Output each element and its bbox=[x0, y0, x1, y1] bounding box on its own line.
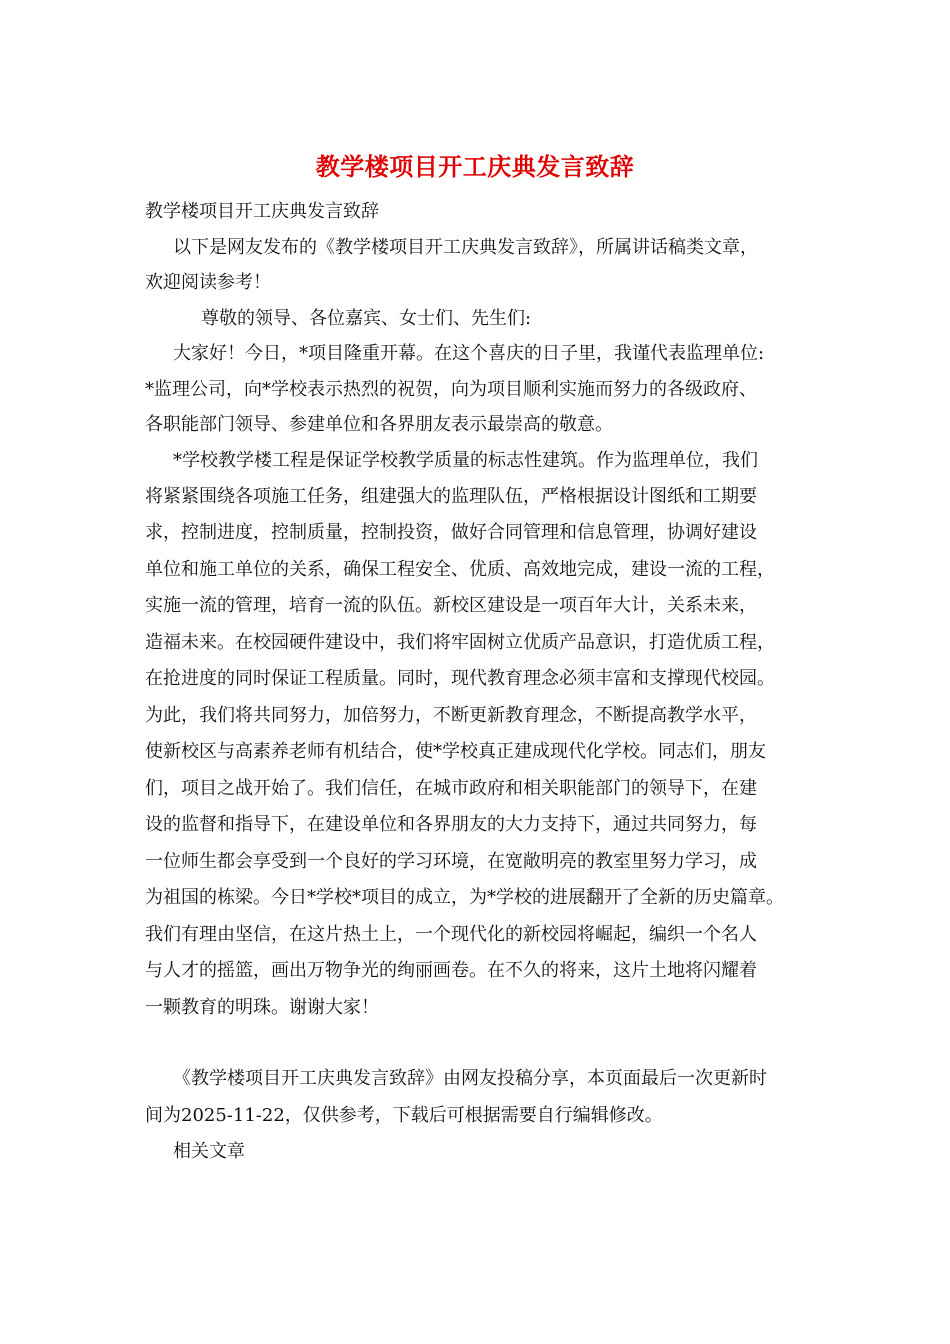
document-subtitle: 教学楼项目开工庆典发言致辞 bbox=[145, 201, 379, 222]
intro-line: 以下是网友发布的《教学楼项目开工庆典发言致辞》，所属讲话稿类文章， bbox=[173, 237, 758, 258]
para1-line: 各职能部门领导、参建单位和各界朋友表示最崇高的敬意。 bbox=[145, 414, 613, 435]
para2-line: 与人才的摇篮，画出万物争光的绚丽画卷。在不久的将来，这片土地将闪耀着 bbox=[145, 960, 757, 981]
salutation: 尊敬的领导、各位嘉宾、女士们、先生们: bbox=[201, 308, 532, 329]
para2-line: 将紧紧围绕各项施工任务，组建强大的监理队伍，严格根据设计图纸和工期要 bbox=[145, 486, 757, 507]
intro-line: 欢迎阅读参考！ bbox=[145, 272, 271, 293]
para1-line: 大家好！今日，*项目隆重开幕。在这个喜庆的日子里，我谨代表监理单位: bbox=[173, 343, 765, 364]
para2-line: 使新校区与高素养老师有机结合，使*学校真正建成现代化学校。同志们，朋友 bbox=[145, 741, 766, 762]
para2-line: 一位师生都会享受到一个良好的学习环境，在宽敞明亮的教室里努力学习，成 bbox=[145, 851, 757, 872]
para2-line: 设的监督和指导下，在建设单位和各界朋友的大力支持下，通过共同努力，每 bbox=[145, 814, 757, 835]
para2-line: 为祖国的栋梁。今日*学校*项目的成立，为*学校的进展翻开了全新的历史篇章。 bbox=[145, 887, 784, 908]
para2-line: 我们有理由坚信，在这片热土上，一个现代化的新校园将崛起，编织一个名人 bbox=[145, 924, 757, 945]
para2-line: 实施一流的管理，培育一流的队伍。新校区建设是一项百年大计，关系未来， bbox=[145, 595, 757, 616]
para2-line: 造福未来。在校园硬件建设中，我们将牢固树立优质产品意识，打造优质工程， bbox=[145, 632, 775, 653]
para2-line: 单位和施工单位的关系，确保工程安全、优质、高效地完成，建设一流的工程， bbox=[145, 559, 775, 580]
para2-line: 为此，我们将共同努力，加倍努力，不断更新教育理念，不断提高教学水平， bbox=[145, 705, 757, 726]
footer-line: 间为2025-11-22，仅供参考，下载后可根据需要自行编辑修改。 bbox=[145, 1105, 663, 1126]
para2-line: 一颗教育的明珠。谢谢大家！ bbox=[145, 997, 379, 1018]
para1-line: *监理公司，向*学校表示热烈的祝贺，向为项目顺利实施而努力的各级政府、 bbox=[145, 379, 757, 400]
para2-line: 在抢进度的同时保证工程质量。同时，现代教育理念必须丰富和支撑现代校园。 bbox=[145, 668, 775, 689]
document-title: 教学楼项目开工庆典发言致辞 bbox=[315, 152, 635, 181]
para2-line: *学校教学楼工程是保证学校教学质量的标志性建筑。作为监理单位，我们 bbox=[173, 450, 758, 471]
footer-line: 《教学楼项目开工庆典发言致辞》由网友投稿分享，本页面最后一次更新时 bbox=[173, 1068, 767, 1089]
para2-line: 们，项目之战开始了。我们信任，在城市政府和相关职能部门的领导下，在建 bbox=[145, 778, 757, 799]
related-articles-label[interactable]: 相关文章 bbox=[173, 1141, 245, 1162]
para2-line: 求，控制进度，控制质量，控制投资，做好合同管理和信息管理，协调好建设 bbox=[145, 522, 757, 543]
